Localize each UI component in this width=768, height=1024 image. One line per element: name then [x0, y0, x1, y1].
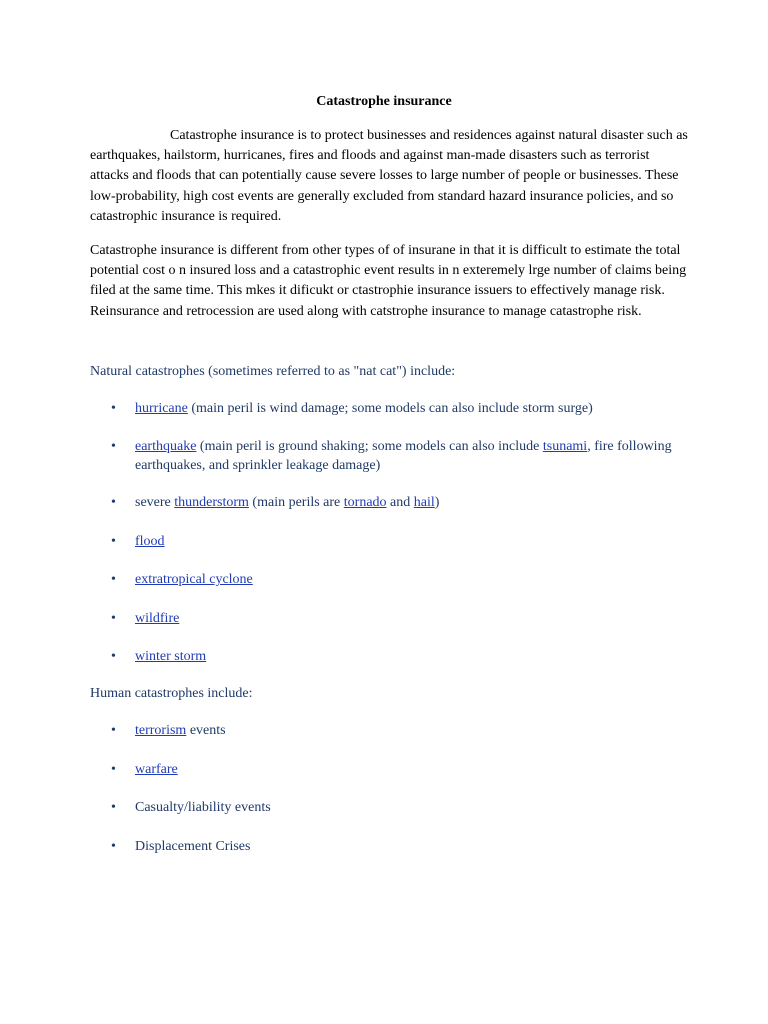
link-tornado[interactable]: tornado — [343, 495, 387, 510]
list-item — [111, 721, 675, 740]
list-item — [111, 570, 675, 589]
bullet: • — [111, 762, 116, 777]
list-item — [111, 837, 675, 856]
item-text: ) — [434, 495, 440, 510]
list-item — [111, 798, 675, 817]
item-text: (main peril is wind damage; some models can also include storm surge) — [187, 401, 593, 416]
list-item — [111, 493, 675, 512]
human-catastrophes-heading: Human catastrophes include: — [90, 686, 253, 701]
item-text: Casualty/liability events — [135, 800, 271, 815]
bullet: • — [111, 572, 116, 587]
link-terrorism[interactable]: terrorism — [135, 723, 187, 738]
bullet: • — [111, 611, 116, 626]
item-text: and — [386, 495, 414, 510]
bullet: • — [111, 839, 116, 854]
list-item — [111, 532, 675, 551]
link-flood[interactable]: flood — [135, 534, 165, 549]
list-item — [111, 437, 675, 475]
link-tsunami[interactable]: tsunami — [542, 439, 588, 454]
paragraph-difference: Catastrophe insurance is different from other types of of insurane in that it is difficult to estimate the total potential cost o n insured loss and a catastrophic event results in n exteremely lrge number of claims being filed at the same time. This mkes it dificukt or ctastrophie insurance issuers to effectively manage risk. Reinsurance and retrocession are used along with catstrophe insurance to manage catastrophe risk. — [90, 243, 687, 319]
link-hail[interactable]: hail — [413, 495, 435, 510]
link-winter-storm[interactable]: winter storm — [135, 649, 207, 664]
link-warfare[interactable]: warfare — [135, 762, 178, 777]
bullet: • — [111, 800, 116, 815]
item-text: , fire following earthquakes, and sprinkler leakage damage) — [135, 439, 672, 473]
link-earthquake[interactable]: earthquake — [135, 439, 197, 454]
list-item — [111, 609, 675, 628]
item-text: Displacement Crises — [135, 839, 251, 854]
link-hurricane[interactable]: hurricane — [135, 401, 188, 416]
link-wildfire[interactable]: wildfire — [135, 611, 180, 626]
natural-catastrophes-heading: Natural catastrophes (sometimes referred to as "nat cat") include: — [90, 364, 456, 379]
list-item — [111, 399, 675, 418]
bullet: • — [111, 495, 116, 510]
document-title: Catastrophe insurance — [316, 94, 452, 109]
list-item — [111, 647, 675, 666]
bullet: • — [111, 649, 116, 664]
bullet: • — [111, 723, 116, 738]
link-thunderstorm[interactable]: thunderstorm — [174, 495, 249, 510]
bullet: • — [111, 439, 116, 454]
paragraph-intro — [90, 126, 690, 227]
item-text: (main peril is ground shaking; some models can also include — [196, 439, 543, 454]
bullet: • — [111, 401, 116, 416]
paragraph-intro-text: Catastrophe insurance is to protect businesses and residences against natural disaster such as earthquakes, hailstorm, hurricanes, fires and floods and against man-made disasters such as terrorist attacks and floods that can potentially cause severe losses to large number of people or businesses. These low-probability, high cost events are generally excluded from standard hazard insurance policies, and so catastrophic insurance is required. — [90, 128, 688, 224]
bullet: • — [111, 534, 116, 549]
item-text: severe — [135, 495, 175, 510]
link-extratropical-cyclone[interactable]: extratropical cyclone — [135, 572, 253, 587]
item-text: (main perils are — [248, 495, 344, 510]
list-item — [111, 760, 675, 779]
item-text: events — [186, 723, 226, 738]
